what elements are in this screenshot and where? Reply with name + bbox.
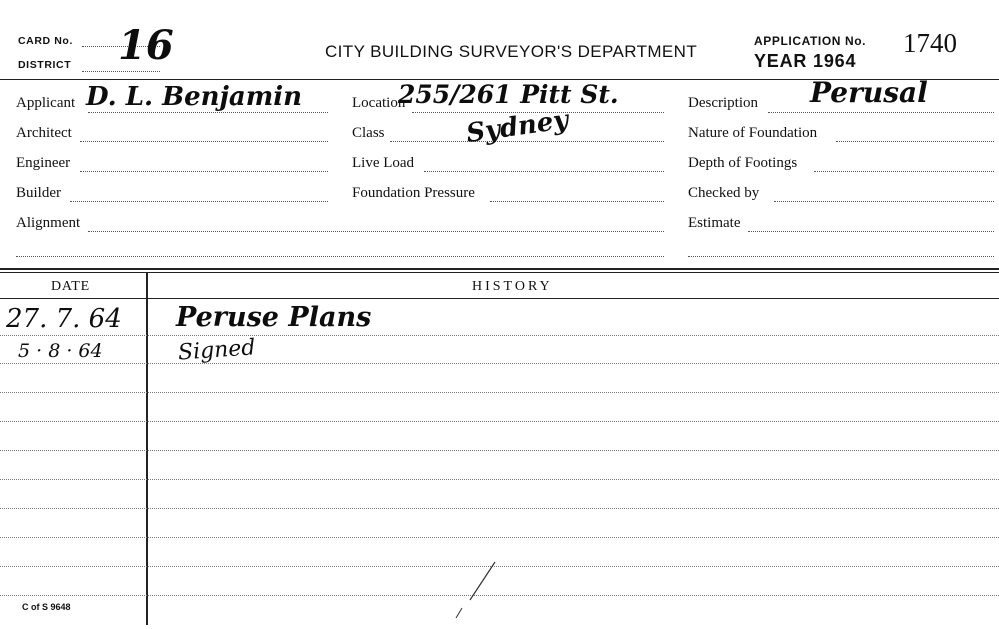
history-top-rule-2 xyxy=(0,272,999,273)
location-value-line1: 255/261 Pitt St. xyxy=(398,80,619,109)
history-entry-1-text: Peruse Plans xyxy=(176,302,372,333)
history-header: HISTORY xyxy=(472,279,553,294)
engineer-label: Engineer xyxy=(16,155,71,171)
location-label: Location xyxy=(352,95,406,111)
history-row-line xyxy=(0,335,999,336)
history-row-line xyxy=(0,363,999,364)
builder-line xyxy=(70,201,328,202)
nature-of-foundation-line xyxy=(836,141,994,142)
district-label: DISTRICT xyxy=(18,59,72,71)
district-line xyxy=(82,71,160,72)
description-line xyxy=(768,112,994,113)
history-entry-2-date: 5 · 8 · 64 xyxy=(18,340,103,362)
year-text: YEAR 1964 xyxy=(754,51,857,71)
date-header: DATE xyxy=(51,279,90,294)
engineer-line xyxy=(80,171,328,172)
history-row-line xyxy=(0,479,999,480)
department-title: CITY BUILDING SURVEYOR'S DEPARTMENT xyxy=(325,42,698,61)
history-header-rule xyxy=(0,298,999,299)
applicant-line xyxy=(88,112,328,113)
foundation-pressure-label: Foundation Pressure xyxy=(352,185,475,201)
history-row-line xyxy=(0,392,999,393)
date-column-divider xyxy=(146,273,148,625)
alignment-line xyxy=(88,231,664,232)
form-code: C of S 9648 xyxy=(22,602,71,612)
architect-label: Architect xyxy=(16,125,72,141)
builder-label: Builder xyxy=(16,185,61,201)
extra-line-right xyxy=(688,256,994,257)
history-row-line xyxy=(0,421,999,422)
estimate-line xyxy=(748,231,994,232)
applicant-value: D. L. Benjamin xyxy=(86,82,303,112)
history-row-line xyxy=(0,450,999,451)
history-entry-2-text: Signed xyxy=(177,335,257,366)
district-value: 16 xyxy=(118,22,174,69)
application-number: 1740 xyxy=(903,28,957,58)
application-label: APPLICATION No. xyxy=(754,34,867,48)
history-row-line xyxy=(0,537,999,538)
foundation-pressure-line xyxy=(490,201,664,202)
class-label: Class xyxy=(352,125,385,141)
history-entry-1-date: 27. 7. 64 xyxy=(6,304,122,334)
depth-of-footings-line xyxy=(814,171,994,172)
alignment-label: Alignment xyxy=(16,215,81,231)
live-load-label: Live Load xyxy=(352,155,415,171)
history-row-line xyxy=(0,508,999,509)
checked-by-line xyxy=(774,201,994,202)
class-line xyxy=(390,141,664,142)
depth-of-footings-label: Depth of Footings xyxy=(688,155,798,171)
pencil-mark xyxy=(440,560,500,620)
history-top-rule xyxy=(0,268,999,270)
estimate-label: Estimate xyxy=(688,215,741,231)
live-load-line xyxy=(424,171,664,172)
extra-line-left xyxy=(16,256,664,257)
location-value-line2: Sydney xyxy=(464,105,571,149)
applicant-label: Applicant xyxy=(16,95,76,111)
checked-by-label: Checked by xyxy=(688,185,760,201)
card-no-label: CARD No. xyxy=(18,35,73,47)
description-label: Description xyxy=(688,95,758,111)
nature-of-foundation-label: Nature of Foundation xyxy=(688,125,818,141)
description-value: Perusal xyxy=(810,76,928,109)
architect-line xyxy=(80,141,328,142)
